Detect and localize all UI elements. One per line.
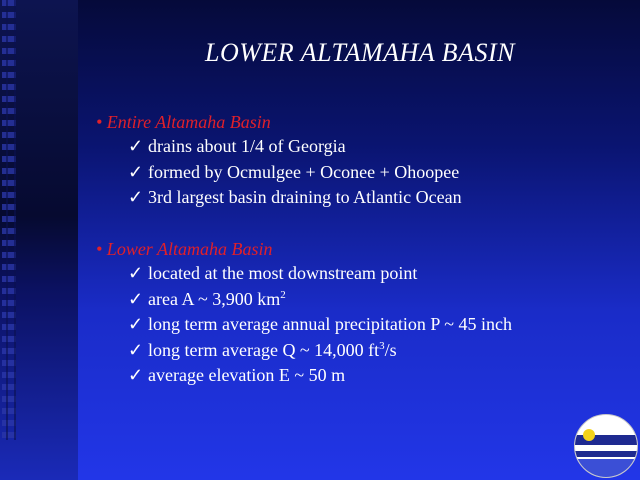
bullet-text: long term average Q ~ 14,000 ft [148,339,380,360]
bullet-text: average elevation E ~ 50 m [148,365,346,385]
bullet-item [96,185,462,211]
check-icon: ✓ [128,339,144,360]
check-icon: ✓ [128,187,144,207]
check-icon: ✓ [128,365,144,385]
bullet-item [96,160,462,186]
logo-water [575,459,637,477]
bullet-item [96,338,512,364]
check-icon: ✓ [128,136,144,156]
section-entire-basin [96,110,462,211]
bullet-item [96,134,462,160]
section-heading: • Entire Altamaha Basin [96,112,271,132]
check-icon: ✓ [128,314,144,334]
check-icon: ✓ [128,161,144,182]
logo-sun [583,429,595,441]
unit-suffix: /s [384,339,397,360]
bullet-text: 3rd largest basin draining to Atlantic Ocean [148,187,462,207]
decorative-side-strip [0,0,78,480]
bullet-item [96,287,512,313]
bullet-text: area A ~ 3,900 km [148,288,281,309]
bullet-text: long term average annual precipitation P ~ 45 inch [148,314,512,334]
check-icon: ✓ [128,263,144,283]
logo-band [575,451,637,457]
superscript: 2 [280,288,286,301]
bullet-item [96,261,512,287]
superscript: 3 [379,339,385,352]
bullet-text: drains about 1/4 of Georgia [148,136,346,156]
bullet-text: formed by Ocmulgee + Oconee + Ohoopee [148,161,460,182]
bullet-item [96,363,512,389]
section-heading: • Lower Altamaha Basin [96,239,273,259]
bullet-text: located at the most downstream point [148,263,418,283]
institution-logo-icon [574,414,638,478]
slide-title: LOWER ALTAMAHA BASIN [205,38,515,67]
check-icon: ✓ [128,288,144,309]
bullet-item [96,312,512,338]
section-lower-basin [96,237,512,389]
decorative-dot-columns [0,0,18,440]
